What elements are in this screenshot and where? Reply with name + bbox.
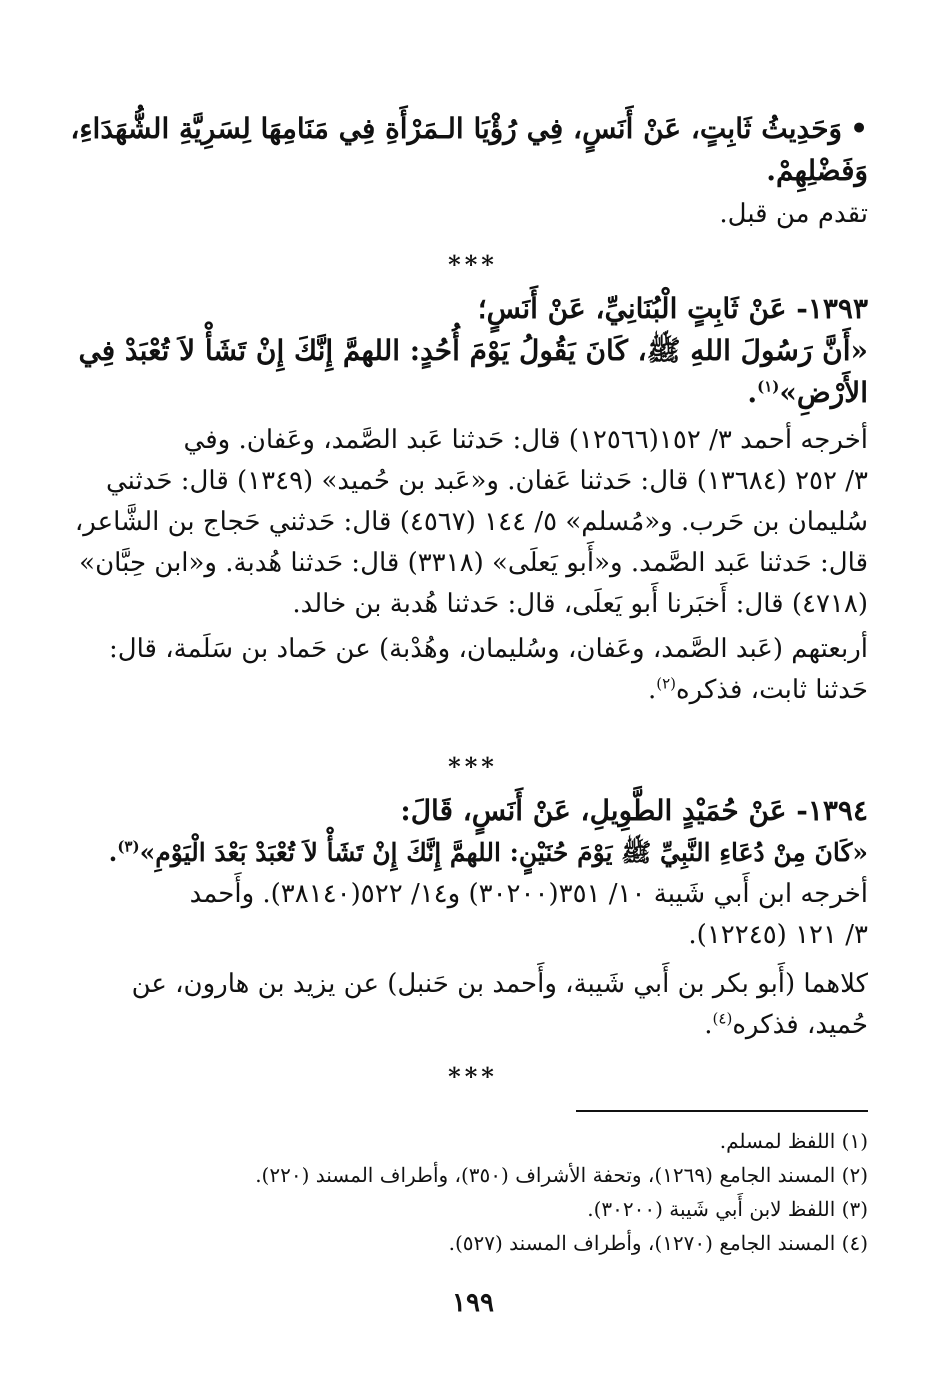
section-separator: *** bbox=[448, 250, 498, 279]
summary-line-1: كلاهما (أَبو بكر بن أَبي شَيبة، وأَحمد بن حَنبل) عن يزيد بن هارون، عن bbox=[131, 969, 868, 999]
hadith-text bbox=[108, 832, 868, 874]
hadith-1394 bbox=[108, 790, 868, 1046]
footnote-1: (١) اللفظ لمسلم. bbox=[719, 1129, 868, 1153]
summary-end: . bbox=[704, 1010, 713, 1040]
section-separator: *** bbox=[448, 1062, 498, 1091]
footnote-ref: (٢) bbox=[656, 674, 676, 693]
takhrij-line: ٣/ ٢٥٢ (١٣٦٨٤) قال: حَدثنا عَفان. و«عَبد بن حُميد» (١٣٤٩) قال: حَدثني bbox=[106, 466, 868, 496]
opening-paragraph bbox=[70, 108, 868, 235]
takhrij-line: أخرجه أحمد ٣/ ١٥٢(١٢٥٦٦) قال: حَدثنا عَبد الصَّمد، وعَفان. وفي bbox=[183, 425, 868, 455]
takhrij-block bbox=[74, 420, 868, 625]
hadith-text-end: . bbox=[747, 376, 758, 409]
footnote-4: (٤) المسند الجامع (١٢٧٠)، وأطراف المسند (٥٢٧). bbox=[448, 1231, 868, 1255]
takhrij-line: أخرجه ابن أَبي شَيبة ١٠/ ٣٥١(٣٠٢٠٠) و١٤/ ٥٢٢(٣٨١٤٠). وأَحمد bbox=[189, 879, 868, 909]
summary-line-1: أربعتهم (عَبد الصَّمد، وعَفان، وسُليمان، وهُدْبة) عن حَماد بن سَلَمة، قال: bbox=[108, 634, 868, 664]
footnotes bbox=[128, 1124, 868, 1260]
hadith-heading: ١٣٩٣- عَنْ ثَابِتٍ الْبُنَانِيِّ، عَنْ أَنَسٍ؛ bbox=[477, 292, 868, 325]
footnote-3: (٣) اللفظ لابن أَبي شَيبة (٣٠٢٠٠). bbox=[587, 1197, 868, 1221]
takhrij-line: (٤٧١٨) قال: أَخبَرنا أَبو يَعلَى، قال: حَدثنا هُدبة بن خالد. bbox=[292, 589, 868, 619]
summary-line-2 bbox=[128, 670, 868, 711]
takhrij-line: سُليمان بن حَرب. و«مُسلم» ٥/ ١٤٤ (٤٥٦٧) قال: حَدثني حَجاج بن الشَّاعر، bbox=[74, 507, 868, 537]
summary-text: حُميد، فذكره bbox=[732, 1010, 868, 1040]
hadith-text-tail: الأَرْضِ» bbox=[779, 376, 868, 409]
summary-line-2 bbox=[128, 1005, 868, 1046]
hadith-text-line-2 bbox=[128, 372, 868, 414]
hadith-text-end: . bbox=[108, 838, 118, 867]
page-number: ١٩٩ bbox=[452, 1288, 494, 1318]
section-separator: *** bbox=[448, 752, 498, 781]
footnote-ref: (٤) bbox=[712, 1009, 733, 1028]
summary-block bbox=[128, 964, 868, 1046]
takhrij-line: قال: حَدثنا عَبد الصَّمد. و«أَبو يَعلَى» (٣٣١٨) قال: حَدثنا هُدبة. و«ابن حِبَّان» bbox=[79, 548, 868, 578]
footnote-2: (٢) المسند الجامع (١٢٦٩)، وتحفة الأشراف (٣٥٠)، وأطراف المسند (٢٢٠). bbox=[255, 1163, 868, 1187]
opening-line-1 bbox=[70, 108, 868, 150]
takhrij-block bbox=[128, 874, 868, 956]
summary-end: . bbox=[647, 675, 657, 705]
hadith-heading: ١٣٩٤- عَنْ حُمَيْدٍ الطَّوِيلِ، عَنْ أَنَسٍ، قَالَ: bbox=[400, 794, 868, 827]
opening-line-2: وَفَضْلِهِمْ. bbox=[766, 154, 868, 187]
summary-text: حَدثنا ثابت، فذكره bbox=[676, 675, 868, 705]
footnote-divider bbox=[576, 1110, 868, 1112]
opening-text: وَحَدِيثُ ثَابِتٍ، عَنْ أَنَسٍ، فِي رُؤْيَا الـمَرْأَةِ فِي مَنَامِهَا لِسَرِيَّةِ الشُّهَدَاءِ، bbox=[70, 112, 843, 145]
summary-block bbox=[108, 629, 868, 711]
footnote-ref: (٣) bbox=[117, 837, 140, 856]
bullet-icon: • bbox=[850, 112, 868, 145]
hadith-text-line-1: «أَنَّ رَسُولَ اللهِ ﷺ، كَانَ يَقُولُ يَوْمَ أُحُدٍ: اللهمَّ إِنَّكَ إِنْ تَشَأْ لاَ تُعْبَدْ فِي bbox=[78, 334, 868, 367]
opening-note: تقدم من قبل. bbox=[719, 199, 868, 229]
takhrij-line: ٣/ ١٢١ (١٢٢٤٥). bbox=[688, 920, 868, 950]
footnote-ref: (١) bbox=[757, 377, 780, 396]
hadith-text-body: «كَانَ مِنْ دُعَاءِ النَّبِيِّ ﷺ يَوْمَ حُنَيْنٍ: اللهمَّ إِنَّكَ إِنْ تَشَأْ لاَ تُعْبَدْ بَعْدَ الْيَوْمِ» bbox=[139, 838, 868, 867]
hadith-1393 bbox=[74, 288, 868, 711]
